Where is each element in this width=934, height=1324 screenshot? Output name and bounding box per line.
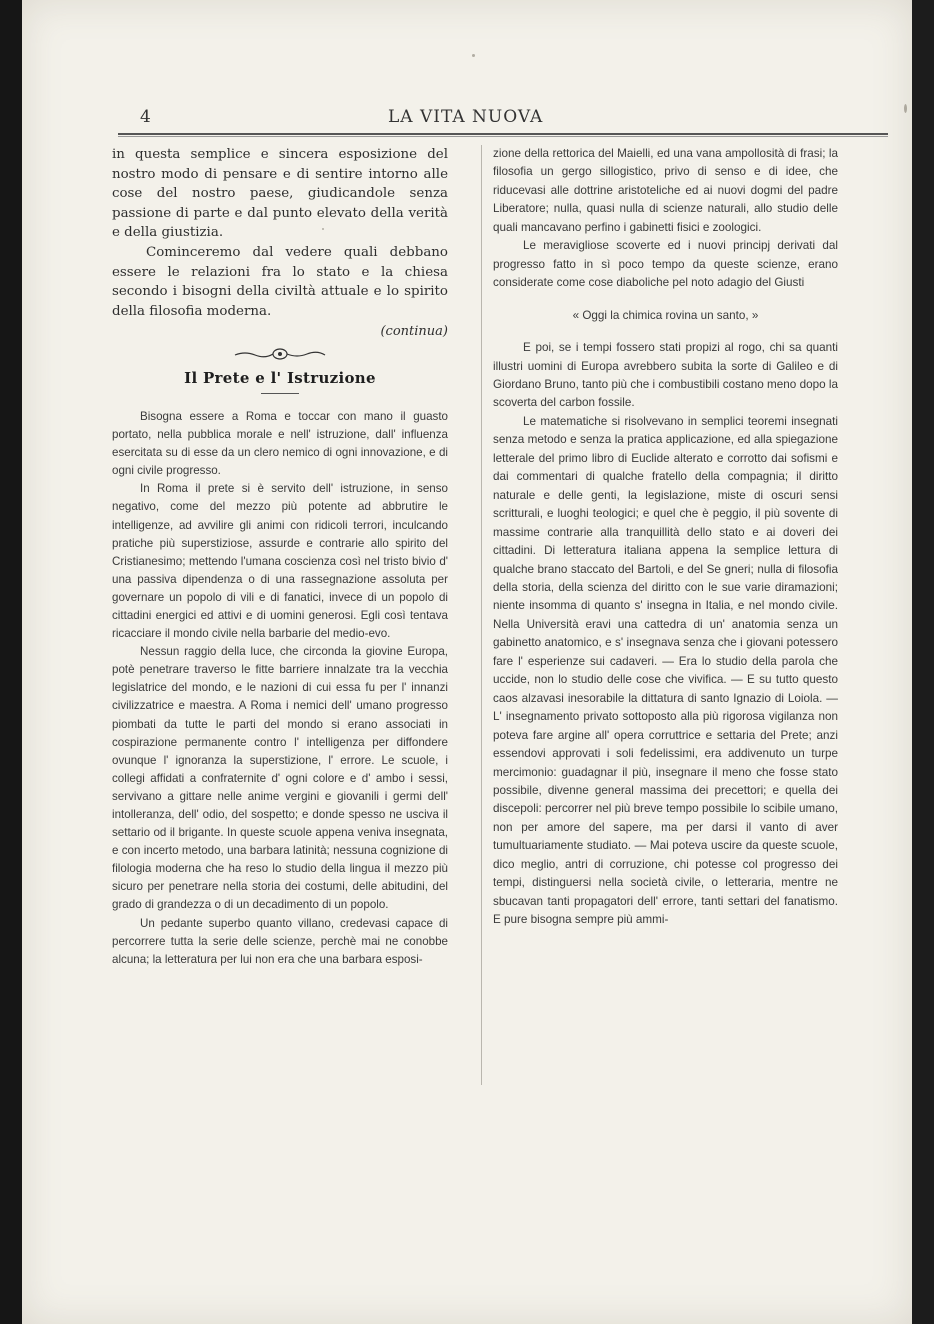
running-title: LA VITA NUOVA — [388, 107, 544, 127]
article-paragraph: Un pedante superbo quanto villano, credevasi capace di percorrere tutta la serie delle scienze, perchè mai ne conobbe alcuna; la letteratura per lui non era che una barbara esposi- — [112, 916, 448, 966]
header-rule — [118, 133, 888, 135]
page-number: 4 — [140, 107, 151, 127]
intro-paragraph: Cominceremo dal vedere quali debbano essere le relazioni fra lo stato e la chiesa secondo i bisogni della civiltà attuale e lo spirito della filosofia moderna. — [112, 244, 448, 319]
article-paragraph: zione della rettorica del Maielli, ed una vana ampollosità di frasi; la filosofia un gergo sillogistico, privo di senso e di idee, che riducevasi alle dottrine aristoteliche ed ai nuovi dogmi del padre Liberatore; nulla, quasi nulla di scienze naturali, allo studio delle quali mancavano perfino i gabinetti fisici e zoologici. — [493, 147, 838, 234]
article-title: Il Prete e l' Istruzione — [184, 369, 376, 388]
scan-border — [0, 0, 22, 1324]
article-paragraph: Le meravigliose scoverte ed i nuovi principj derivati dal progresso fatto in sì poco tempo da queste scienze, erano considerate come cose diaboliche pel noto adagio del Giusti — [493, 239, 838, 290]
ornament-icon — [225, 345, 335, 363]
title-rule — [261, 393, 299, 394]
scan-speck — [904, 104, 907, 113]
article-paragraph: Bisogna essere a Roma e toccar con mano il guasto portato, nella pubblica morale e nell' istruzione, dall' influenza esercitata su di esse da un clero nemico di ogni innovazione, e di ogni civile progresso. — [112, 409, 448, 478]
article-paragraph: In Roma il prete si è servito dell' istruzione, in senso negativo, come del mezzo più potente ad abbrutire le intelligenze, ad avvilire gli animi con ridicoli terrori, inculcando pratiche più superstiziose, assurde e contrarie allo spirito del Cristianesimo; mettendo l'umana coscienza così nel tristo bivio d' una passiva dipendenza o di una rassegnazione assoluta per governare un popolo di vili e di fanatici, invece di un popolo di cittadini energici ed attivi e di uomini generosi. Egli così tentava ricacciare il mondo civile nella barbarie del medio-evo. — [112, 482, 448, 641]
verse-quote: « Oggi la chimica rovina un santo, » — [572, 308, 759, 322]
article-paragraph: Le matematiche si risolvevano in semplici teoremi insegnati senza metodo e senza la pratica applicazione, ed alla spiegazione letterale del primo libro di Euclide alterato e corrotto dai sofismi e dai commentari di qualche fratello della compagnia; il diritto naturale e delle genti, la legislazione, miste di oscuri sensi scritturali, e luoghi teologici; e quel che è peggio, il più sovente di massime contrarie alla tranquillità dello stato e ai doveri dei cittadini. Di letteratura italiana appena la semplice lettura di qualche brano staccato del Bartoli, e del Se gneri; nulla di filosofia della storia, della scienza del diritto con le sue varie diramazioni; niente insomma di quanto s' insegna in Italia, e nel mondo civile. Nella Università eravi una cattedra di un' anatomia senza un gabinetto anatomico, e s' insegnava senza che i giovani potessero fare l' esperienze sui cadaveri. — Era lo studio della parola che uccide, non lo studio delle cose che vivifica. — E su tutto questo caos alzavasi inesorabile la dittatura di santo Ignazio di Loiola. — L' insegnamento privato sottoposto alla più rigorosa vigilanza non poteva fare argine all' opera corruttrice e settaria del Prete; anzi essendovi approvati i soli fedelissimi, era addivenuto un turpe mercimonio: guadagnar il più, insegnare il meno che fosse stato possibile, divenne general massima dei precettori; e quella dei discepoli: percorrer nel più breve tempo possibile lo scibile umano, non per amore del sapere, ma per darsi il vanto di aver tumultuariamente studiato. — Mai poteva uscire da queste scuole, dico meglio, antri di corruzione, chi potesse col progresso dei tempi, distinguersi nella società civile, o letteraria, mentre ne sbucavan tanti propagatori dell' errore, tanti settari del fanatismo. E pure bisogna sempre più ammi- — [493, 414, 838, 927]
left-column — [112, 145, 448, 969]
scan-speck — [472, 54, 475, 57]
article-paragraph: E poi, se i tempi fossero stati propizi al rogo, chi sa quanti illustri uomini di Europa avrebbero subita la sorte di Galileo e di Giordano Bruno, tanto più che i combustibili costano meno dopo la scoverta del carbon fossile. — [493, 341, 838, 410]
article-body — [112, 408, 448, 969]
right-column — [493, 145, 838, 930]
column-divider — [481, 145, 482, 1085]
intro-paragraph: in questa semplice e sincera esposizione del nostro modo di pensare e di sentire intorno alle cose del nostro paese, giudicandole senza passione di parte e dal punto elevato della verità e della giustizia. — [112, 147, 448, 241]
continua-note: (continua) — [380, 324, 448, 340]
article-paragraph: Nessun raggio della luce, che circonda la giovine Europa, potè penetrare traverso le fitte barriere innalzate tra la vecchia legislatrice del mondo, e le nazioni di cui essa fu per l' innanzi civilizzatrice e maestra. A Roma i nemici dell' umano progresso piombati da tutte le parti del mondo si erano associati in cospirazione permanente contro l' intelligenza per diffondere ovunque l' ignoranza la superstizione, l' errore. Le scuole, i collegi affidati a confraternite d' ogni colore e d' ambo i sessi, servivano a gittare nelle anime vergini e giovanili i germi dell' intolleranza, dell' odio, del sospetto; e donde spesso ne usciva il settario od il brigante. In queste scuole appena veniva insegnata, e con incerto metodo, una barbara latinità; nessuna cognizione di filologia moderna che ha reso lo studio della lingua il mezzo più sicuro per penetrare nella storia dei costumi, delle abitudini, del grado di grandezza o di un decadimento di un popolo. — [112, 645, 448, 912]
header-rule-thin — [118, 136, 888, 137]
